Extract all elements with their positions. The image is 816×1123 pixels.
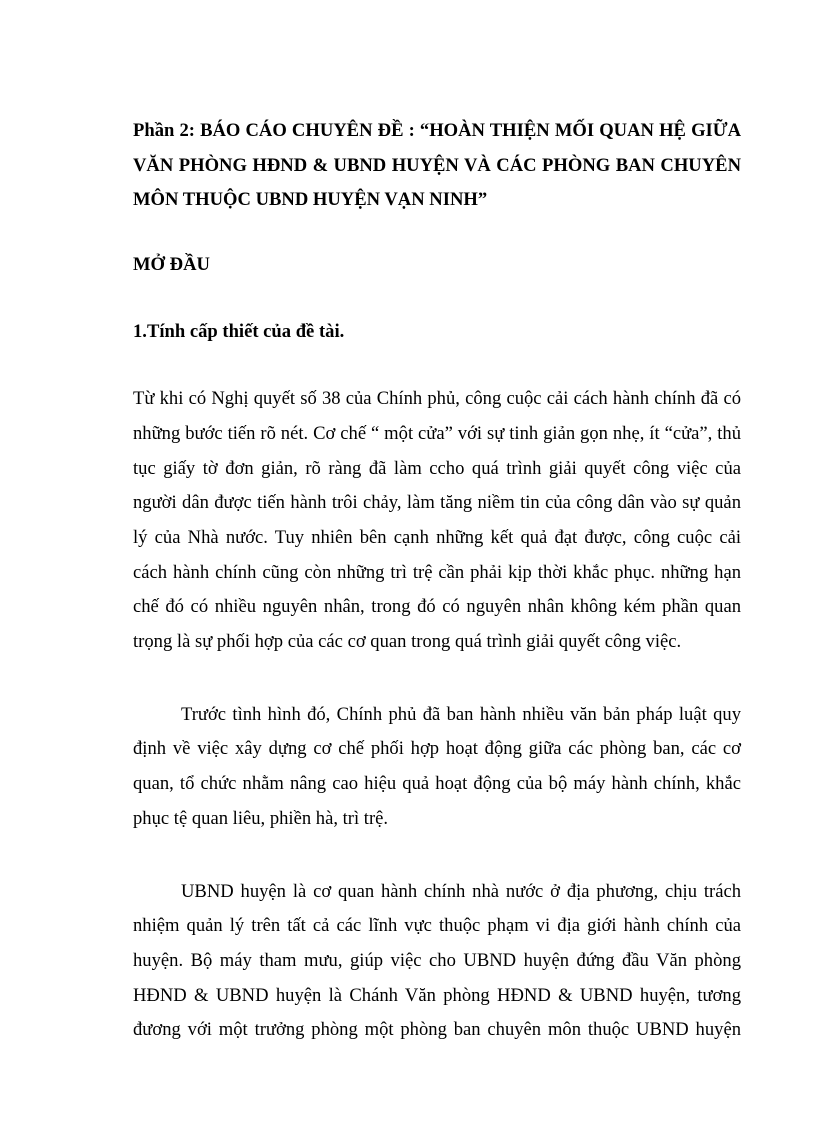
- paragraph: [133, 382, 741, 660]
- paragraph-line: chế đó có nhiều nguyên nhân, trong đó có nguyên nhân không kém phần quan: [133, 596, 741, 618]
- report-heading: [133, 114, 741, 218]
- heading-line: MÔN THUỘC UBND HUYỆN VẠN NINH”: [133, 189, 488, 211]
- intro-title: MỞ ĐẦU: [133, 254, 210, 276]
- paragraph-line: trọng là sự phối hợp của các cơ quan trong quá trình giải quyết công việc.: [133, 631, 682, 653]
- paragraph-line: huyện. Bộ máy tham mưu, giúp việc cho UBND huyện đứng đầu Văn phòng: [133, 949, 741, 971]
- paragraph: [133, 875, 741, 1049]
- section-title: 1.Tính cấp thiết của đề tài.: [133, 321, 345, 343]
- paragraph-line: phục tệ quan liêu, phiền hà, trì trệ.: [133, 807, 389, 829]
- heading-line: Phần 2: BÁO CÁO CHUYÊN ĐỀ : “HOÀN THIỆN MỐI QUAN HỆ GIỮA: [133, 120, 741, 141]
- paragraph-line: tục giấy tờ đơn giản, rõ ràng đã làm ccho quá trình giải quyết công việc của: [133, 457, 741, 479]
- heading-line: VĂN PHÒNG HĐND & UBND HUYỆN VÀ CÁC PHÒNG BAN CHUYÊN: [133, 154, 741, 176]
- document-body: [133, 114, 741, 1048]
- paragraph-line: nhiệm quản lý trên tất cả các lĩnh vực thuộc phạm vi địa giới hành chính của: [133, 915, 741, 937]
- paragraph-line: cách hành chính cũng còn những trì trệ cần phải kịp thời khắc phục. những hạn: [133, 561, 741, 583]
- paragraph-line: người dân được tiến hành trôi chảy, làm tăng niềm tin của công dân vào sự quản: [133, 492, 741, 514]
- paragraph-line: những bước tiến rõ nét. Cơ chế “ một cửa” với sự tinh giản gọn nhẹ, ít “cửa”, thủ: [133, 422, 741, 444]
- paragraph-line: UBND huyện là cơ quan hành chính nhà nước ở địa phương, chịu trách: [181, 880, 741, 902]
- paragraph-line: HĐND & UBND huyện là Chánh Văn phòng HĐND & UBND huyện, tương: [133, 984, 741, 1006]
- paragraph-line: lý của Nhà nước. Tuy nhiên bên cạnh những kết quả đạt được, công cuộc cải: [133, 526, 741, 548]
- paragraph-line: đương với một trưởng phòng một phòng ban chuyên môn thuộc UBND huyện: [133, 1019, 741, 1041]
- paragraph-line: Trước tình hình đó, Chính phủ đã ban hành nhiều văn bản pháp luật quy: [181, 703, 741, 725]
- paragraph-line: quan, tổ chức nhằm nâng cao hiệu quả hoạt động của bộ máy hành chính, khắc: [133, 773, 741, 795]
- paragraph: [133, 698, 741, 837]
- paragraph-line: Từ khi có Nghị quyết số 38 của Chính phủ, công cuộc cải cách hành chính đã có: [133, 388, 741, 410]
- paragraph-line: định về việc xây dựng cơ chế phối hợp hoạt động giữa các phòng ban, các cơ: [133, 738, 741, 760]
